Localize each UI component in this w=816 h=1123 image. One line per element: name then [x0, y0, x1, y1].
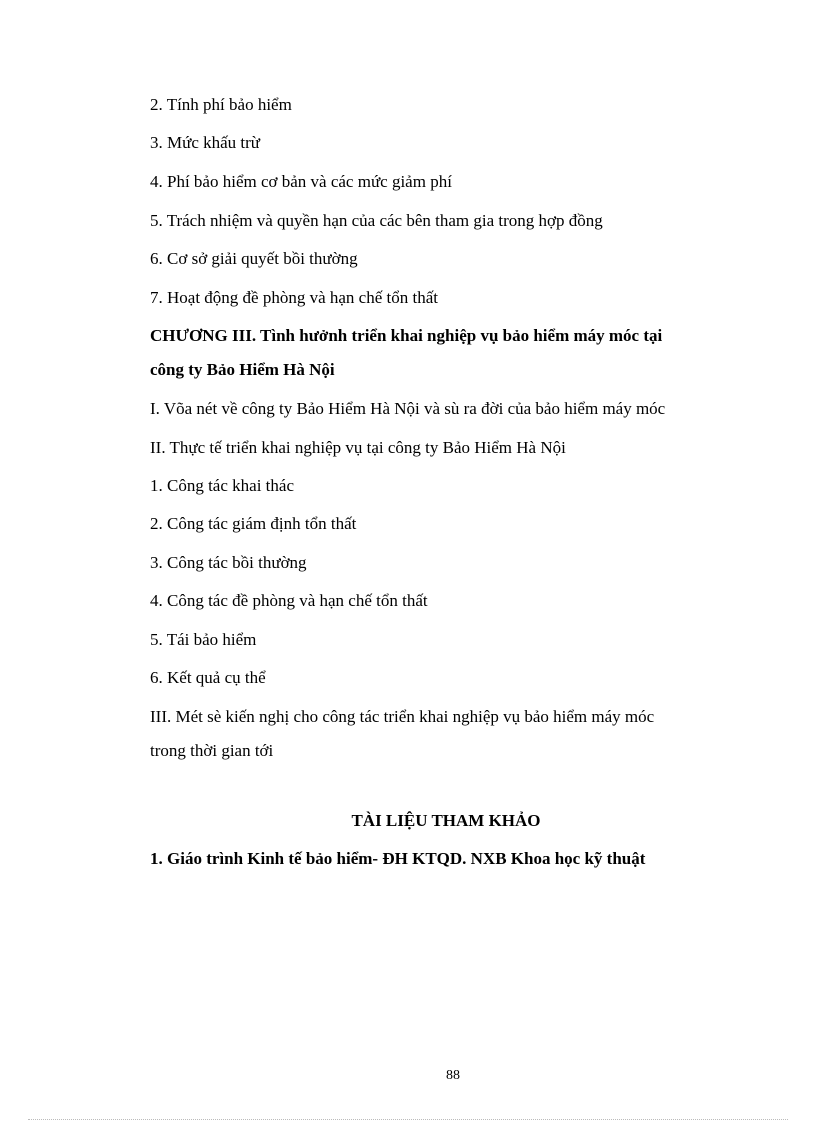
section-3-line-1: III. Mét sè kiến nghị cho công tác triển khai nghiệp vụ bảo hiểm máy móc	[150, 707, 655, 726]
toc-line-4: 4. Phí bảo hiểm cơ bản và các mức giảm phí	[150, 172, 452, 191]
bottom-divider	[28, 1119, 788, 1120]
toc-line-6: 6. Cơ sở giải quyết bồi thường	[150, 249, 358, 268]
toc-line-7: 7. Hoạt động đề phòng và hạn chế tổn thất	[150, 288, 438, 307]
references-title: TÀI LIỆU THAM KHẢO	[351, 811, 541, 830]
section-2: II. Thực tế triển khai nghiệp vụ tại công ty Bảo Hiểm Hà Nội	[150, 438, 566, 457]
page-number: 88	[446, 1068, 460, 1083]
toc-line-3: 3. Mức khấu trừ	[150, 133, 261, 152]
section-1: I. Võa nét về công ty Bảo Hiểm Hà Nội và sù ra đời của bảo hiểm máy móc	[150, 399, 666, 418]
section-3-line-2: trong thời gian tới	[150, 741, 274, 760]
item-1: 1. Công tác khai thác	[150, 476, 294, 495]
toc-line-5: 5. Trách nhiệm và quyền hạn của các bên tham gia trong hợp đồng	[150, 211, 603, 230]
toc-line-2: 2. Tính phí bảo hiểm	[150, 95, 292, 114]
item-6: 6. Kết quả cụ thể	[150, 668, 266, 687]
item-3: 3. Công tác bồi thường	[150, 553, 307, 572]
chapter-heading-line-1: CHƯƠNG III. Tình hưởnh triển khai nghiệp vụ bảo hiểm máy móc tại	[150, 326, 663, 345]
reference-1: 1. Giáo trình Kinh tế bảo hiểm- ĐH KTQD. NXB Khoa học kỹ thuật	[150, 849, 646, 868]
item-4: 4. Công tác đề phòng và hạn chế tổn thất	[150, 591, 428, 610]
item-5: 5. Tái bảo hiểm	[150, 630, 257, 649]
item-2: 2. Công tác giám định tổn thất	[150, 514, 357, 533]
chapter-heading-line-2: công ty Bảo Hiểm Hà Nội	[150, 360, 335, 379]
